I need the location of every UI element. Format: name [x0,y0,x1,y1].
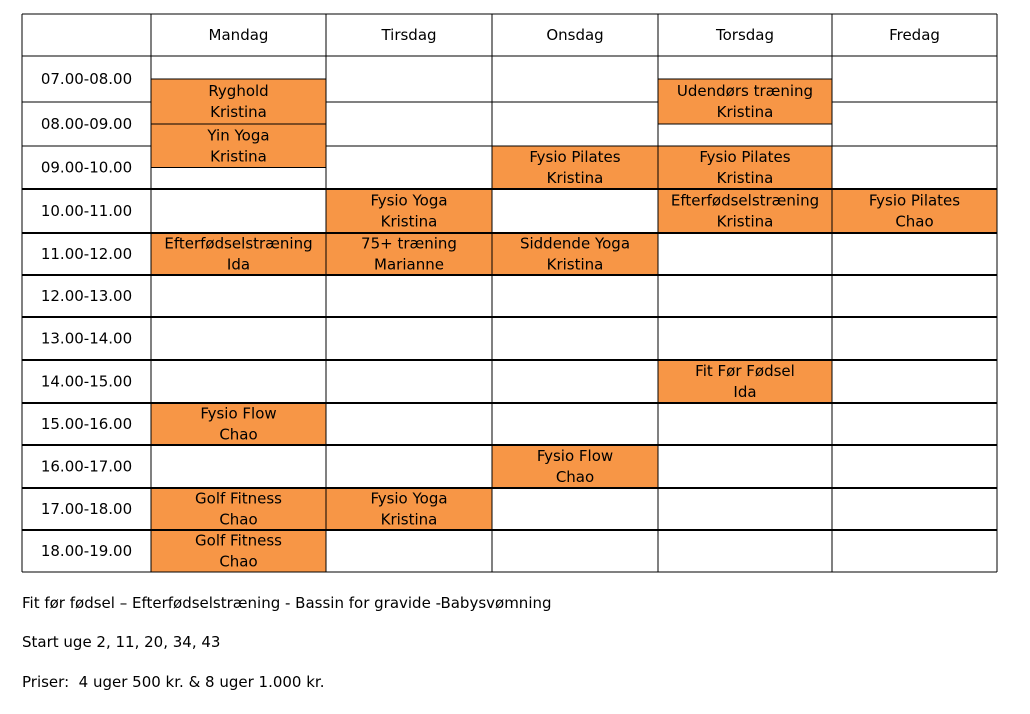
session-class: Ryghold [208,82,269,100]
session-class: Fysio Flow [200,404,277,423]
session-class: Fysio Pilates [529,148,621,166]
session-class: Golf Fitness [195,531,282,550]
session-class: Efterfødselstræning [164,234,313,253]
session-instructor: Chao [219,425,258,444]
time-slot-label: 13.00-14.00 [40,329,133,348]
session-class: Fysio Pilates [868,191,961,210]
program-list: Fit før fødsel – Efterfødselstræning - Bassin for gravide -Babysvømning [22,594,552,612]
session-class: Efterfødselstræning [670,191,820,210]
session-instructor: Chao [219,552,258,571]
time-slot-label: 07.00-08.00 [40,70,133,88]
session-instructor: Chao [555,468,595,486]
time-slot-label: 16.00-17.00 [40,457,133,476]
session-instructor: Chao [219,510,258,529]
session-instructor: Kristina [210,147,267,166]
time-slot-label: 08.00-09.00 [40,115,133,133]
day-header: Tirsdag [381,26,437,44]
session-class: Golf Fitness [195,489,282,508]
day-header: Fredag [889,26,940,44]
session-instructor: Chao [895,212,934,231]
day-header: Torsdag [715,26,775,44]
time-slot-label: 09.00-10.00 [40,158,133,177]
day-header: Mandag [208,26,269,44]
time-slot-label: 12.00-13.00 [40,287,133,305]
session-class: Fysio Pilates [699,148,791,166]
time-slot-label: 18.00-19.00 [40,542,133,560]
start-weeks: Start uge 2, 11, 20, 34, 43 [22,633,221,651]
session-instructor: Kristina [380,510,438,529]
session-instructor: Kristina [716,212,774,231]
session-instructor: Kristina [546,169,604,187]
session-instructor: Kristina [716,103,774,121]
session-instructor: Marianne [374,255,444,274]
session-class: Siddende Yoga [519,234,631,253]
session-class: Fysio Flow [536,447,614,465]
session-instructor: Ida [733,383,757,401]
time-slot-label: 11.00-12.00 [40,245,133,263]
session-instructor: Kristina [380,212,438,231]
price-info: Priser: 4 uger 500 kr. & 8 uger 1.000 kr. [22,673,325,691]
session-class: Fysio Yoga [370,489,448,508]
session-instructor: Kristina [716,169,774,187]
session-class: Udendørs træning [676,82,814,100]
session-class: 75+ træning [361,234,457,253]
session-instructor: Kristina [210,103,267,121]
time-slot-label: 17.00-18.00 [40,500,133,518]
time-slot-label: 15.00-16.00 [40,415,133,433]
day-header: Onsdag [546,26,604,44]
session-instructor: Kristina [546,255,604,274]
session-class: Fit Før Fødsel [695,362,795,380]
time-slot-label: 10.00-11.00 [40,202,133,220]
session-class: Yin Yoga [207,126,270,145]
session-class: Fysio Yoga [370,191,448,210]
session-instructor: Ida [226,255,251,274]
time-slot-label: 14.00-15.00 [40,372,133,391]
